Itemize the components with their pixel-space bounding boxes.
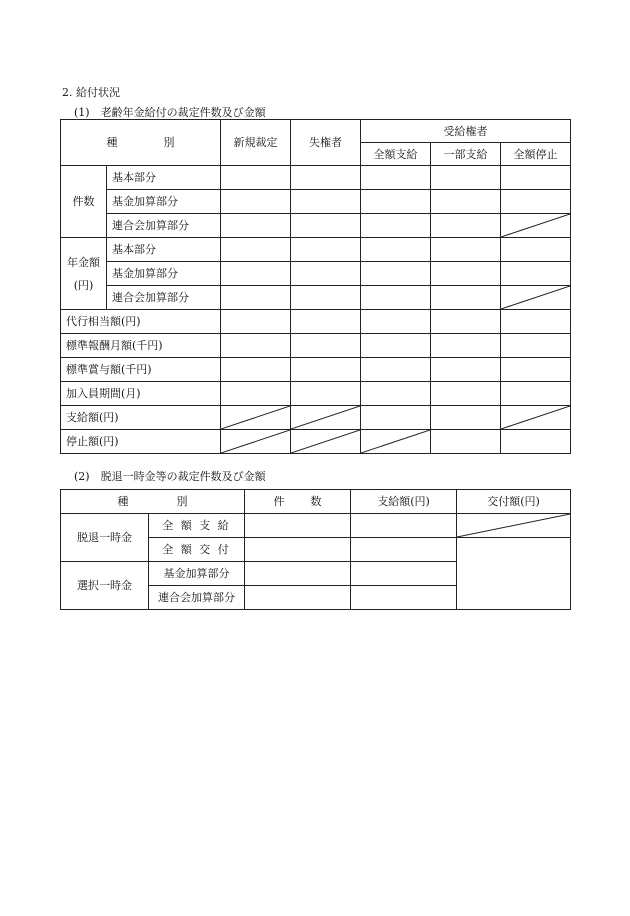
cell — [351, 562, 457, 586]
group-nenkingaku-a: 年金額 — [67, 255, 100, 269]
cell — [501, 334, 571, 358]
cell — [431, 190, 501, 214]
cell — [221, 382, 291, 406]
header-shubetsu — [61, 120, 221, 166]
row-kanyu: 加入員期間(月) — [61, 382, 221, 406]
cell — [361, 190, 431, 214]
header-shikkenja: 失権者 — [291, 120, 361, 166]
cell — [221, 214, 291, 238]
cell — [221, 262, 291, 286]
diagonal-cell — [361, 430, 431, 454]
cell — [431, 334, 501, 358]
cell — [431, 358, 501, 382]
row-hyojun-shoyo: 標準賞与額(千円) — [61, 358, 221, 382]
cell — [361, 166, 431, 190]
header-jukyuu: 受給権者 — [361, 120, 571, 143]
sub-zengaku-shikyu: 全 額 支 給 — [149, 514, 245, 538]
diagonal-cell — [291, 430, 361, 454]
row-daiko: 代行相当額(円) — [61, 310, 221, 334]
sub-zengaku-kofu: 全 額 交 付 — [149, 538, 245, 562]
sub-rengokai: 連合会加算部分 — [107, 214, 221, 238]
diagonal-cell — [457, 514, 571, 538]
header-kensu-a: 件 — [273, 495, 285, 508]
sub-rengokai: 連合会加算部分 — [107, 286, 221, 310]
cell — [221, 166, 291, 190]
sub-kihon: 基本部分 — [107, 238, 221, 262]
cell — [361, 238, 431, 262]
diagonal-cell — [221, 406, 291, 430]
cell — [431, 406, 501, 430]
cell — [361, 214, 431, 238]
section-title: 2. 給付状況 — [62, 86, 120, 99]
header-shikyugaku: 支給額(円) — [351, 490, 457, 514]
header-zengaku-shikyu: 全額支給 — [361, 143, 431, 166]
cell — [431, 430, 501, 454]
cell — [291, 334, 361, 358]
header-shubetsu-a: 種 — [117, 495, 129, 508]
pension-award-table — [60, 119, 571, 454]
cell — [501, 382, 571, 406]
cell — [291, 286, 361, 310]
header-kofugaku: 交付額(円) — [457, 490, 571, 514]
row-dattai: 脱退一時金 — [61, 514, 149, 562]
cell — [291, 214, 361, 238]
cell — [501, 262, 571, 286]
cell — [431, 238, 501, 262]
header-kensu-b: 数 — [310, 495, 322, 508]
cell — [221, 238, 291, 262]
header-shinki: 新規裁定 — [221, 120, 291, 166]
diagonal-cell — [291, 406, 361, 430]
sub-kikin: 基金加算部分 — [107, 190, 221, 214]
cell — [361, 334, 431, 358]
cell — [501, 358, 571, 382]
cell — [431, 310, 501, 334]
cell — [501, 190, 571, 214]
cell — [501, 310, 571, 334]
cell — [245, 514, 351, 538]
table2-caption: (2) 脱退一時金等の裁定件数及び金額 — [74, 470, 266, 483]
row-sentaku: 選択一時金 — [61, 562, 149, 610]
cell — [501, 238, 571, 262]
cell — [361, 310, 431, 334]
header-ichibu-shikyu: 一部支給 — [431, 143, 501, 166]
sub-kihon: 基本部分 — [107, 166, 221, 190]
group-nenkingaku-b: (円) — [73, 278, 94, 292]
header-shubetsu-b: 別 — [163, 136, 175, 149]
cell — [457, 538, 571, 610]
cell — [501, 166, 571, 190]
diagonal-cell — [221, 430, 291, 454]
cell — [361, 382, 431, 406]
cell — [431, 382, 501, 406]
cell — [291, 238, 361, 262]
cell — [221, 358, 291, 382]
cell — [291, 166, 361, 190]
cell — [431, 166, 501, 190]
sub-rengokai: 連合会加算部分 — [149, 586, 245, 610]
cell — [361, 262, 431, 286]
cell — [361, 358, 431, 382]
table1-caption: (1) 老齢年金給付の裁定件数及び金額 — [74, 106, 266, 119]
header-kensu — [245, 490, 351, 514]
diagonal-cell — [501, 214, 571, 238]
cell — [291, 262, 361, 286]
header-shubetsu-b: 別 — [176, 495, 188, 508]
cell — [431, 262, 501, 286]
header-shubetsu-a: 種 — [106, 136, 118, 149]
cell — [245, 538, 351, 562]
lump-sum-table — [60, 489, 571, 610]
diagonal-cell — [501, 286, 571, 310]
group-nenkingaku — [61, 238, 107, 310]
row-teishi: 停止額(円) — [61, 430, 221, 454]
cell — [351, 538, 457, 562]
row-hyojun-hoshu: 標準報酬月額(千円) — [61, 334, 221, 358]
cell — [431, 214, 501, 238]
cell — [221, 190, 291, 214]
cell — [351, 514, 457, 538]
cell — [245, 586, 351, 610]
group-kensu: 件数 — [61, 166, 107, 238]
cell — [291, 310, 361, 334]
row-shikyu: 支給額(円) — [61, 406, 221, 430]
cell — [221, 334, 291, 358]
cell — [245, 562, 351, 586]
sub-kikin: 基金加算部分 — [149, 562, 245, 586]
cell — [351, 586, 457, 610]
cell — [221, 310, 291, 334]
cell — [431, 286, 501, 310]
sub-kikin: 基金加算部分 — [107, 262, 221, 286]
diagonal-cell — [501, 406, 571, 430]
cell — [361, 406, 431, 430]
cell — [361, 286, 431, 310]
cell — [291, 358, 361, 382]
cell — [291, 190, 361, 214]
cell — [291, 382, 361, 406]
cell — [501, 430, 571, 454]
cell — [221, 286, 291, 310]
header-shubetsu — [61, 490, 245, 514]
header-zengaku-teishi: 全額停止 — [501, 143, 571, 166]
